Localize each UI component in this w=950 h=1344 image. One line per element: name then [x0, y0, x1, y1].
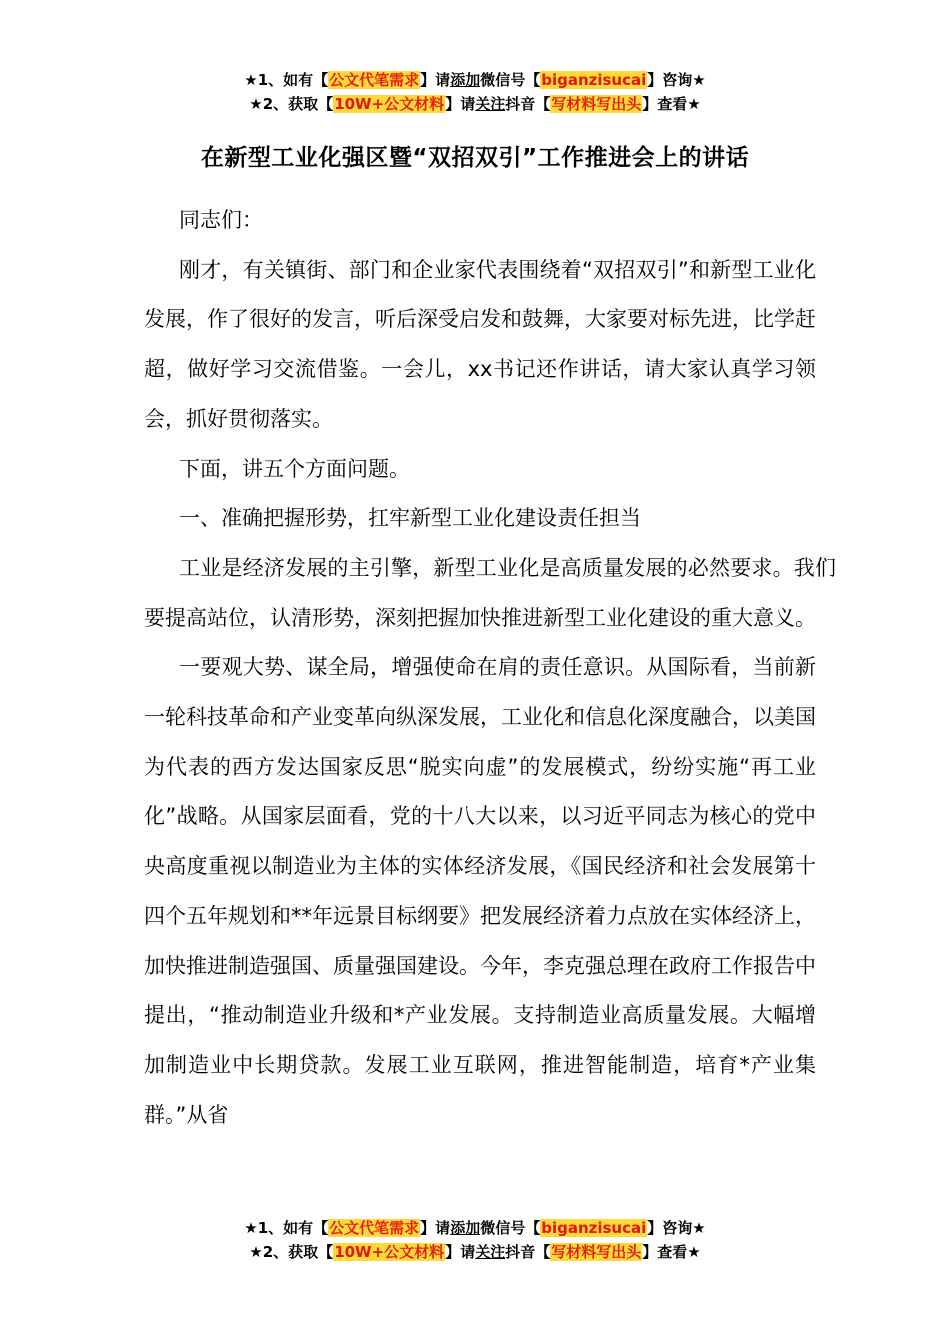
banner-text: 1、如有【	[257, 1219, 329, 1237]
highlight-wechat-id: biganzisucai	[541, 1219, 647, 1237]
footer-banner-line-2	[0, 1240, 950, 1264]
banner-text: 抖音【	[505, 95, 551, 113]
star-icon: ★	[244, 71, 258, 89]
banner-text: 】查看★	[642, 1243, 701, 1261]
banner-text: 】咨询★	[647, 71, 706, 89]
document-title: 在新型工业化强区暨“双招双引”工作推进会上的讲话	[200, 145, 750, 171]
body-paragraph-4: 一要观大势、谋全局，增强使命在肩的责任意识。从国际看，当前新一轮科技革命和产业变革向纵深发展，工业化和信息化深度融合，以美国为代表的西方发达国家反思“脱实向虚”的发展模式，纷纷实施“再工业化”战略。从国家层面看，党的十八大以来，以习近平同志为核心的党中央高度重视以制造业为主体的实体经济发展，《国民经济和社会发展第十四个五年规划和**年远景目标纲要》把发展经济着力点放在实体经济上，加快推进制造强国、质量强国建设。今年，李克强总理在政府工作报告中提出，“推动制造业升级和*产业发展。支持制造业高质量发展。大幅增加制造业中长期贷款。发展工业互联网，推进智能制造，培育*产业集群。”从省	[144, 655, 816, 1127]
banner-text: 】请	[445, 1243, 476, 1261]
body-paragraph-3: 工业是经济发展的主引擎，新型工业化是高质量发展的必然要求。我们要提高站位，认清形势，深刻把握加快推进新型工业化建设的重大意义。	[144, 555, 836, 630]
body-paragraph-1: 刚才，有关镇街、部门和企业家代表围绕着“双招双引”和新型工业化发展，作了很好的发言，听后深受启发和鼓舞，大家要对标先进，比学赶超，做好学习交流借鉴。一会儿，xx书记还作讲话，请大家认真学习领会，抓好贯彻落实。	[144, 257, 816, 431]
banner-text: 2、获取【	[262, 1243, 334, 1261]
footer-banner	[0, 1216, 950, 1264]
star-icon: ★	[249, 95, 263, 113]
banner-text: 抖音【	[505, 1243, 551, 1261]
highlight-service: 公文代笔需求	[329, 71, 420, 89]
underlined-text: 关注	[475, 1243, 506, 1261]
star-icon: ★	[244, 1219, 258, 1237]
banner-text: 1、如有【	[257, 71, 329, 89]
greeting-paragraph: 同志们：	[179, 208, 263, 232]
highlight-service: 公文代笔需求	[329, 1219, 420, 1237]
banner-text: 2、获取【	[262, 95, 334, 113]
underlined-text: 添加	[450, 1219, 481, 1237]
banner-text: 】请	[445, 95, 476, 113]
header-banner-line-1	[0, 68, 950, 92]
highlight-douyin-id: 写材料写出头	[551, 1243, 642, 1261]
header-banner-line-2	[0, 92, 950, 116]
underlined-text: 关注	[475, 95, 506, 113]
header-banner	[0, 68, 950, 116]
banner-text: 微信号【	[480, 71, 541, 89]
section-heading-1: 一、准确把握形势，扛牢新型工业化建设责任担当	[179, 506, 641, 531]
banner-text: 微信号【	[480, 1219, 541, 1237]
footer-banner-line-1	[0, 1216, 950, 1240]
highlight-materials: 10W+公文材料	[334, 95, 445, 113]
highlight-wechat-id: biganzisucai	[541, 71, 647, 89]
banner-text: 】咨询★	[647, 1219, 706, 1237]
banner-text: 】请	[420, 1219, 451, 1237]
banner-text: 】请	[420, 71, 451, 89]
banner-text: 】查看★	[642, 95, 701, 113]
highlight-douyin-id: 写材料写出头	[551, 95, 642, 113]
star-icon: ★	[249, 1243, 263, 1261]
underlined-text: 添加	[450, 71, 481, 89]
document-body	[144, 196, 836, 1140]
body-paragraph-2: 下面，讲五个方面问题。	[179, 456, 410, 481]
highlight-materials: 10W+公文材料	[334, 1243, 445, 1261]
